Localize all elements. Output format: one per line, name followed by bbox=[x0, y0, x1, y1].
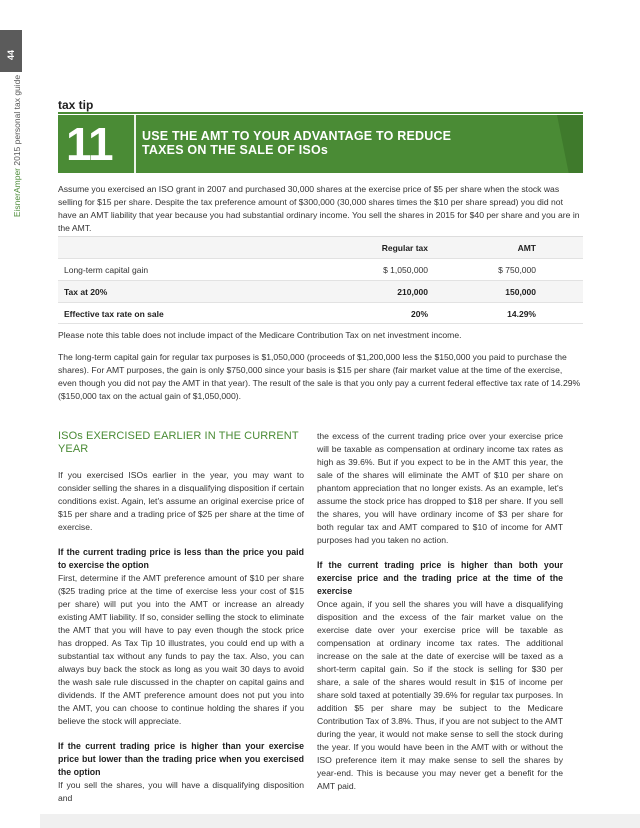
regular-tax-value: $ 1,050,000 bbox=[383, 265, 428, 275]
tip-title bbox=[142, 129, 542, 158]
tip-number: 11 bbox=[66, 118, 113, 170]
banner-rule bbox=[58, 112, 583, 114]
guide-title bbox=[12, 46, 24, 246]
tip-banner bbox=[58, 115, 583, 173]
row-label: Long-term capital gain bbox=[64, 265, 149, 275]
body-paragraph: If you sell the shares, you will have a disqualifying disposition and bbox=[58, 780, 304, 803]
header-regular-tax: Regular tax bbox=[381, 243, 428, 253]
row-label: Tax at 20% bbox=[64, 287, 108, 297]
intro-paragraph: Assume you exercised an ISO grant in 2007 and purchased 30,000 shares at the exercise price of $5 per share when the stock was selling for $15 per share. Despite the tax preference amount of $300,000 (30,000 shares times the $10 per share spread) you did not have an AMT liability that year because you had substantial ordinary income. You sell the shares in 2015 for $40 per share and you are in the AMT. bbox=[58, 184, 580, 233]
table-row bbox=[58, 302, 583, 324]
header-amt: AMT bbox=[517, 243, 536, 253]
subheading: If the current trading price is less than the price you paid to exercise the option bbox=[58, 547, 304, 570]
page-number: 44 bbox=[6, 50, 16, 61]
tax-comparison-table bbox=[58, 236, 583, 324]
table-row bbox=[58, 280, 583, 302]
body-paragraph: First, determine if the AMT preference amount of $10 per share ($25 trading price at the time of exercise less your cost of $15 per share) will put you into the AMT or increase an already existing AMT liability. If so, consider selling the stock to eliminate the AMT that you will have to pay even though the stock price has dropped. As Tax Tip 10 illustrates, you could end up with a substantial tax without any funds to pay the tax. Also, you can always buy back the stock as long as you wait 30 days to avoid the wash sale rule discussed in the chapter on capital gains and dividends. If the AMT preference amount does not put you into the AMT, you can choose to continue holding the shares if you believe the stock will appreciate. bbox=[58, 573, 304, 726]
amt-value: 14.29% bbox=[507, 309, 536, 319]
tip-title-line-1: USE THE AMT TO YOUR ADVANTAGE TO REDUCE bbox=[142, 129, 452, 143]
tax-tip-label: tax tip bbox=[58, 98, 94, 112]
table-row bbox=[58, 258, 583, 280]
table-note: Please note this table does not include impact of the Medicare Contribution Tax on net investment income. bbox=[58, 330, 462, 340]
body-paragraph: Once again, if you sell the shares you will have a disqualifying disposition and the excess of the fair market value on the exercise date over your exercise price will be taxable as compensation at ordinary income tax rates. The additional increase on the sale at the date of exercise will be taxed as a short-term capital gain. So if the stock is selling for $30 per share, a sale of the shares would result in $15 of income per share sold taxed at potentially 39.6% for regular tax purposes. In addition $5 per share may be subject to the Medicare Contribution Tax of 3.8%. Thus, if you are not subject to the AMT during the year, it would not make sense to sell the stock during the year. If you would have been in the AMT with or without the ISO preference item it may make sense to sell the shares by year-end. This is because you may never get a benefit for the AMT paid. bbox=[317, 599, 563, 791]
body-paragraph: the excess of the current trading price over your exercise price will be taxable as compensation at ordinary income tax rates as high as 39.6%. But if you expect to be in the AMT this year, the sale of the shares will eliminate the AMT of $10 per share on phantom appreciation that no longer exists. As an example, let's assume the stock price has dropped to $18 per share. If you sell the shares, you will have ordinary income of $3 per share for both regular tax and AMT compared to $10 of income for AMT purposes had you taken no action. bbox=[317, 431, 563, 545]
left-column bbox=[58, 430, 304, 805]
regular-tax-value: 210,000 bbox=[397, 287, 428, 297]
footer-bar bbox=[40, 814, 640, 828]
subheading: If the current trading price is higher than both your exercise price and the trading price at the time of the exercise bbox=[317, 560, 563, 596]
tip-title-line-2: TAXES ON THE SALE OF ISOs bbox=[142, 143, 329, 158]
amt-value: 150,000 bbox=[505, 287, 536, 297]
right-column bbox=[317, 430, 563, 793]
table-header-row bbox=[58, 236, 583, 258]
amt-value: $ 750,000 bbox=[498, 265, 536, 275]
banner-notch bbox=[557, 115, 583, 173]
body-paragraph: If you exercised ISOs earlier in the year, you may want to consider selling the shares in a disqualifying disposition if certain conditions exist. Again, let's assume an original exercise price of $15 per share and a trading price of $25 per share at the time of exercise. bbox=[58, 470, 304, 532]
section-heading: ISOs EXERCISED EARLIER IN THE CURRENT YEAR bbox=[58, 430, 299, 455]
brand-name: EisnerAmper bbox=[12, 167, 22, 218]
guide-title-text: 2015 personal tax guide bbox=[12, 74, 22, 168]
banner-divider bbox=[134, 115, 136, 173]
subheading: If the current trading price is higher than your exercise price but lower than the trading price when you exercised the option bbox=[58, 741, 304, 777]
regular-tax-value: 20% bbox=[410, 309, 428, 319]
row-label: Effective tax rate on sale bbox=[64, 309, 164, 319]
explanation-paragraph: The long-term capital gain for regular tax purposes is $1,050,000 (proceeds of $1,200,000 less the $150,000 you paid to purchase the shares). For AMT purposes, the gain is only $750,000 since your basis is $15 per share (fair market value at the time of the exercise, even though you did not pay the AMT in that year). The result of the sale is that you only pay a current federal effective tax rate of 14.29% ($150,000 tax on the actual gain of $1,050,000). bbox=[58, 352, 581, 401]
side-margin bbox=[0, 0, 40, 828]
